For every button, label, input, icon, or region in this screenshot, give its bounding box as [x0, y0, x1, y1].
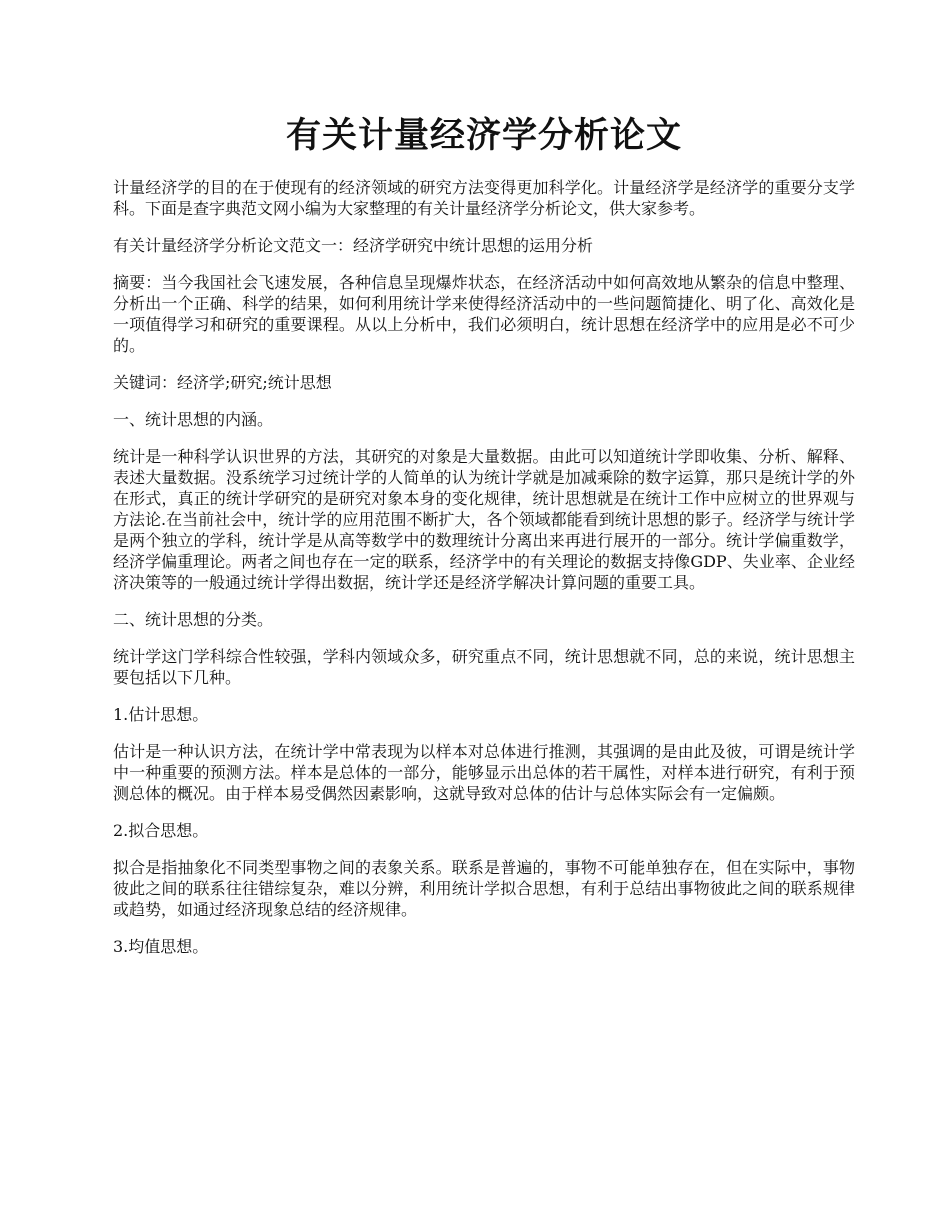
item-body-1: 估计是一种认识方法，在统计学中常表现为以样本对总体进行推测，其强调的是由此及彼，可谓是统计学中一种重要的预测方法。样本是总体的一部分，能够显示出总体的若干属性，对样本进行研究，有利于预测总体的概况。由于样本易受偶然因素影响，这就导致对总体的估计与总体实际会有一定偏颇。 — [113, 742, 855, 803]
item-heading-1: 1.估计思想。 — [113, 705, 209, 724]
document-page — [113, 108, 855, 973]
item-heading-3: 3.均值思想。 — [113, 937, 209, 956]
section-heading-1: 一、统计思想的内涵。 — [113, 410, 274, 429]
section-body-1: 统计是一种科学认识世界的方法，其研究的对象是大量数据。由此可以知道统计学即收集、分析、解释、表述大量数据。没系统学习过统计学的人简单的认为统计学就是加减乘除的数字运算，那只是统计学的外在形式，真正的统计学研究的是研究对象本身的变化规律，统计思想就是在统计工作中应树立的世界观与方法论.在当前社会中，统计学的应用范围不断扩大，各个领域都能看到统计思想的影子。经济学与统计学是两个独立的学科，统计学是从高等数学中的数理统计分离出来再进行展开的一部分。统计学偏重数学，经济学偏重理论。两者之间也存在一定的联系，经济学中的有关理论的数据支持像GDP、失业率、企业经济决策等的一般通过统计学得出数据，统计学还是经济学解决计算问题的重要工具。 — [113, 447, 855, 592]
item-body-2: 拟合是指抽象化不同类型事物之间的表象关系。联系是普遍的，事物不可能单独存在，但在实际中，事物彼此之间的联系往往错综复杂，难以分辨，利用统计学拟合思想，有利于总结出事物彼此之间的联系规律或趋势，如通过经济现象总结的经济规律。 — [113, 858, 855, 919]
page-title: 有关计量经济学分析论文 — [285, 115, 682, 156]
keywords-line: 关键词：经济学;研究;统计思想 — [113, 373, 332, 392]
item-heading-2: 2.拟合思想。 — [113, 821, 209, 840]
abstract-paragraph: 摘要：当今我国社会飞速发展，各种信息呈现爆炸状态，在经济活动中如何高效地从繁杂的信息中整理、分析出一个正确、科学的结果，如何利用统计学来使得经济活动中的一些问题简捷化、明了化、高效化是一项值得学习和研究的重要课程。从以上分析中，我们必须明白，统计思想在经济学中的应用是必不可少的。 — [113, 273, 855, 355]
article-subtitle: 有关计量经济学分析论文范文一：经济学研究中统计思想的运用分析 — [113, 236, 594, 255]
section-body-2: 统计学这门学科综合性较强，学科内领域众多，研究重点不同，统计思想就不同，总的来说，统计思想主要包括以下几种。 — [113, 647, 855, 687]
section-heading-2: 二、统计思想的分类。 — [113, 610, 274, 629]
intro-paragraph: 计量经济学的目的在于使现有的经济领域的研究方法变得更加科学化。计量经济学是经济学的重要分支学科。下面是查字典范文网小编为大家整理的有关计量经济学分析论文，供大家参考。 — [113, 178, 855, 218]
